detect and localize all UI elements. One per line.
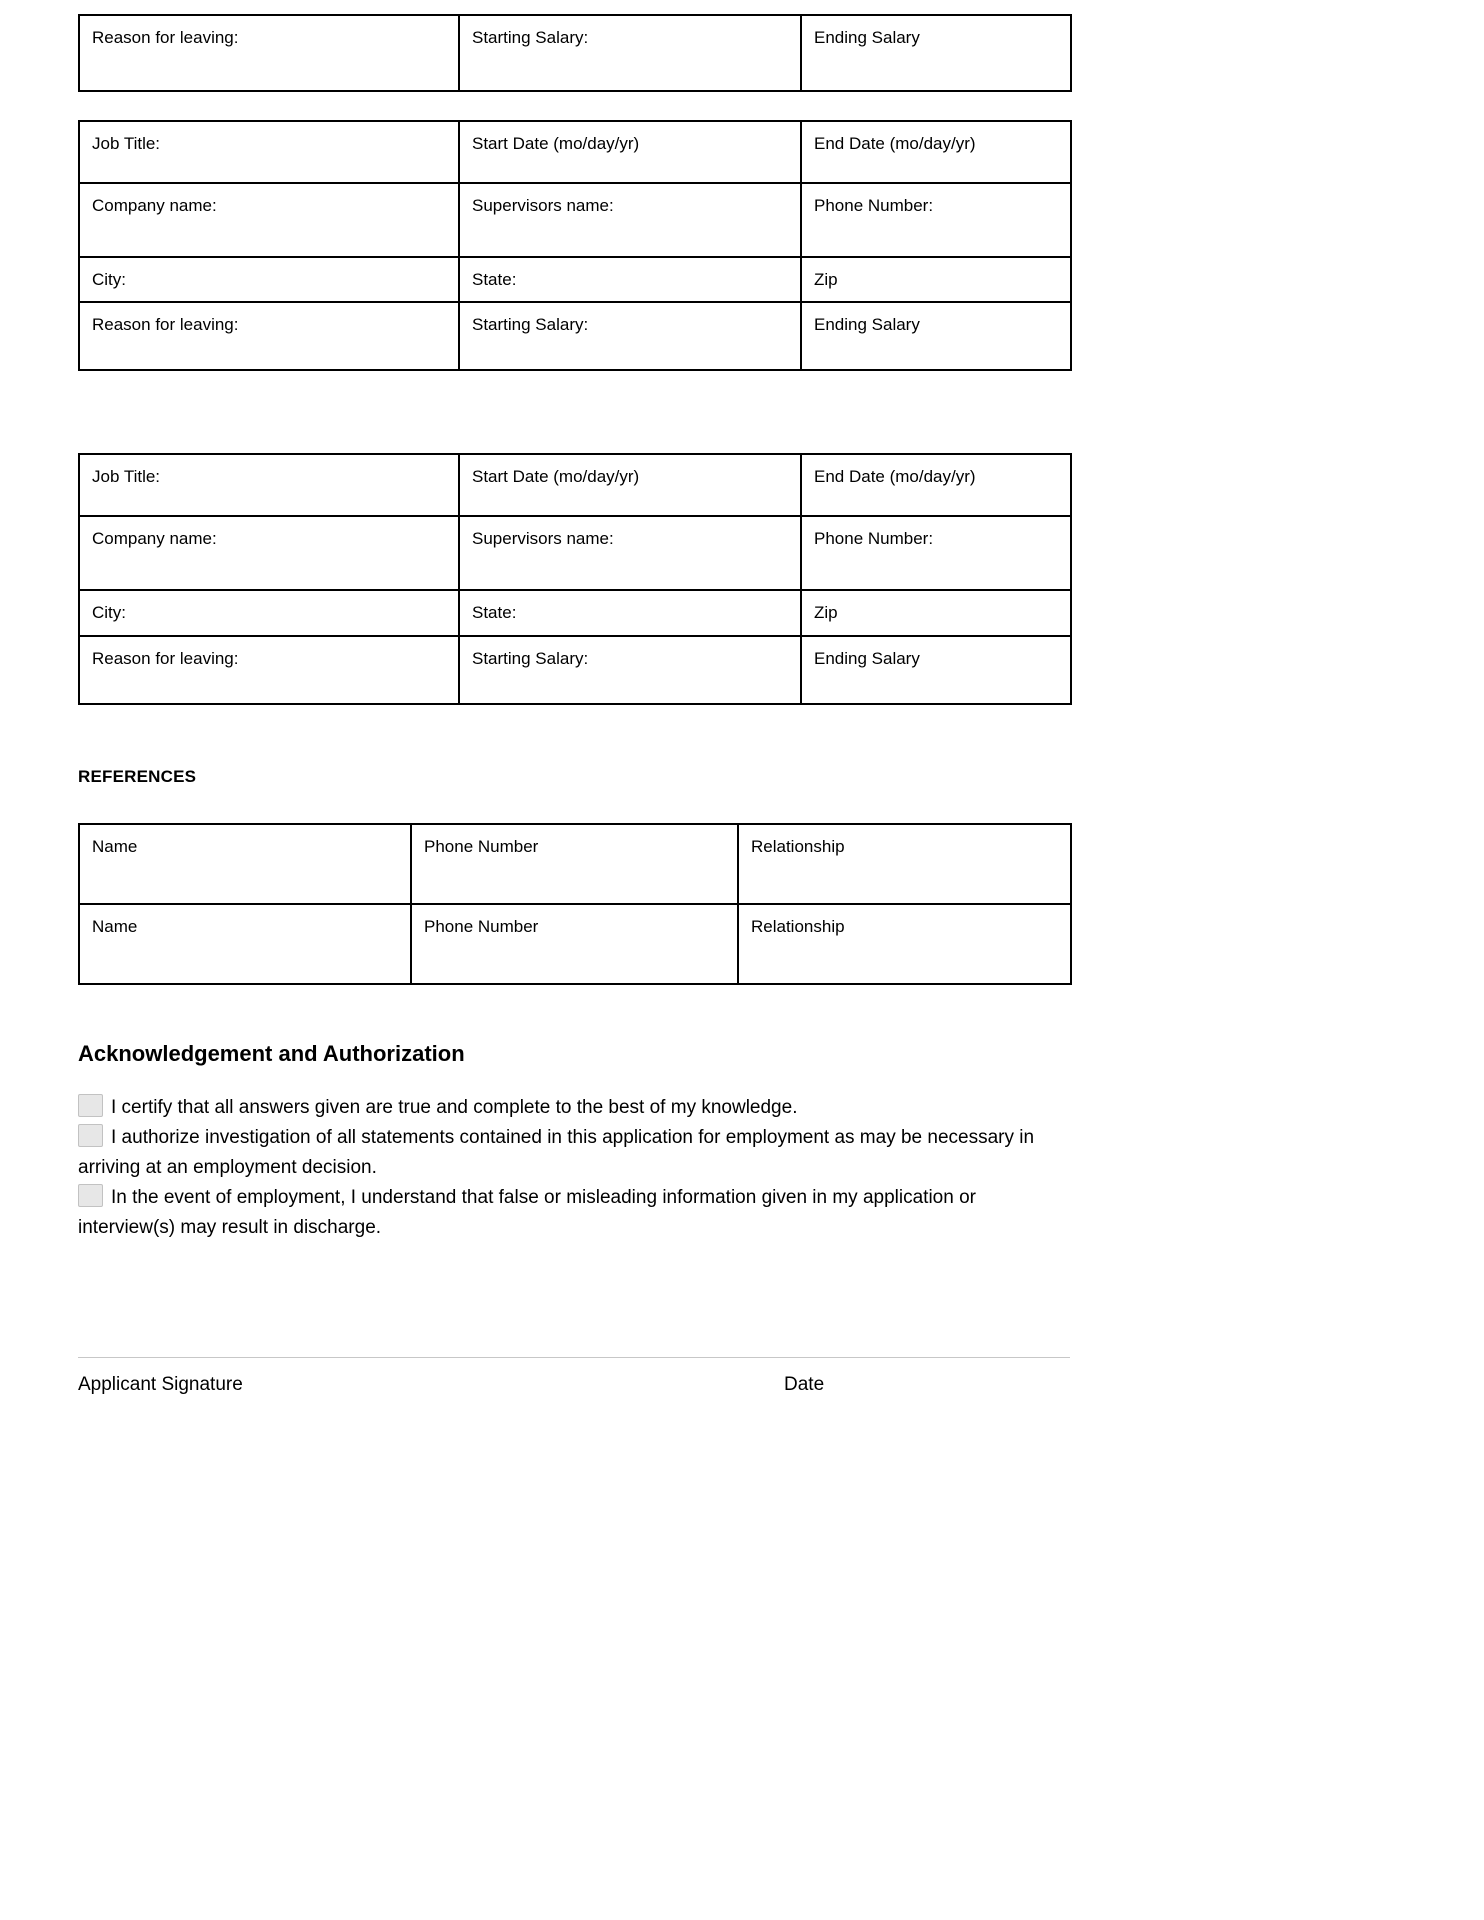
employment-table-partial <box>78 14 1072 92</box>
reference-relationship-cell[interactable]: Relationship <box>738 904 1071 984</box>
acknowledgement-heading: Acknowledgement and Authorization <box>78 1040 465 1066</box>
certify-checkbox[interactable] <box>78 1094 103 1117</box>
statement-text: I authorize investigation of all statements contained in this application for employment as may be necessary in arriving at an employment decision. <box>78 1126 1035 1178</box>
table-row <box>79 904 1071 984</box>
reason-for-leaving-cell[interactable]: Reason for leaving: <box>79 636 459 704</box>
zip-cell[interactable]: Zip <box>801 257 1071 302</box>
phone-number-cell[interactable]: Phone Number: <box>801 183 1071 257</box>
statement-text: I certify that all answers given are true and complete to the best of my knowledge. <box>111 1096 798 1118</box>
table-row <box>79 302 1071 370</box>
end-date-cell[interactable]: End Date (mo/day/yr) <box>801 121 1071 183</box>
date-label: Date <box>784 1373 825 1395</box>
discharge-checkbox[interactable] <box>78 1184 103 1207</box>
reference-relationship-cell[interactable]: Relationship <box>738 824 1071 904</box>
state-cell[interactable]: State: <box>459 257 801 302</box>
statement-text: In the event of employment, I understand that false or misleading information given in my application or interview(s) may result in discharge. <box>78 1186 976 1238</box>
signature-line <box>78 1357 1070 1358</box>
reason-for-leaving-cell[interactable]: Reason for leaving: <box>79 302 459 370</box>
table-row <box>79 516 1071 590</box>
applicant-signature-label: Applicant Signature <box>78 1373 243 1395</box>
signature-section <box>78 1357 1070 1400</box>
company-name-cell[interactable]: Company name: <box>79 183 459 257</box>
form-content <box>78 14 1070 1400</box>
statement-discharge <box>78 1183 1048 1243</box>
table-row <box>79 454 1071 516</box>
statement-certify <box>78 1093 1048 1123</box>
reference-phone-cell[interactable]: Phone Number <box>411 904 738 984</box>
references-heading: REFERENCES <box>78 766 197 786</box>
job-title-cell[interactable]: Job Title: <box>79 121 459 183</box>
start-date-cell[interactable]: Start Date (mo/day/yr) <box>459 121 801 183</box>
table-row <box>79 15 1071 91</box>
zip-cell[interactable]: Zip <box>801 590 1071 635</box>
starting-salary-cell[interactable]: Starting Salary: <box>459 636 801 704</box>
table-row <box>79 590 1071 635</box>
references-table <box>78 823 1072 985</box>
end-date-cell[interactable]: End Date (mo/day/yr) <box>801 454 1071 516</box>
acknowledgement-statements <box>78 1093 1048 1243</box>
start-date-cell[interactable]: Start Date (mo/day/yr) <box>459 454 801 516</box>
table-row <box>79 636 1071 704</box>
reference-name-cell[interactable]: Name <box>79 824 411 904</box>
ending-salary-cell[interactable]: Ending Salary <box>801 636 1071 704</box>
statement-authorize <box>78 1123 1048 1183</box>
supervisors-name-cell[interactable]: Supervisors name: <box>459 516 801 590</box>
reference-name-cell[interactable]: Name <box>79 904 411 984</box>
phone-number-cell[interactable]: Phone Number: <box>801 516 1071 590</box>
table-row <box>79 257 1071 302</box>
supervisors-name-cell[interactable]: Supervisors name: <box>459 183 801 257</box>
table-row <box>79 824 1071 904</box>
city-cell[interactable]: City: <box>79 257 459 302</box>
signature-labels <box>78 1374 1070 1400</box>
table-row <box>79 121 1071 183</box>
reason-for-leaving-cell[interactable]: Reason for leaving: <box>79 15 459 91</box>
starting-salary-cell[interactable]: Starting Salary: <box>459 15 801 91</box>
city-cell[interactable]: City: <box>79 590 459 635</box>
table-row <box>79 183 1071 257</box>
ending-salary-cell[interactable]: Ending Salary <box>801 15 1071 91</box>
state-cell[interactable]: State: <box>459 590 801 635</box>
authorize-checkbox[interactable] <box>78 1124 103 1147</box>
employment-table-1 <box>78 120 1072 371</box>
starting-salary-cell[interactable]: Starting Salary: <box>459 302 801 370</box>
company-name-cell[interactable]: Company name: <box>79 516 459 590</box>
reference-phone-cell[interactable]: Phone Number <box>411 824 738 904</box>
ending-salary-cell[interactable]: Ending Salary <box>801 302 1071 370</box>
employment-table-2 <box>78 453 1072 704</box>
job-title-cell[interactable]: Job Title: <box>79 454 459 516</box>
